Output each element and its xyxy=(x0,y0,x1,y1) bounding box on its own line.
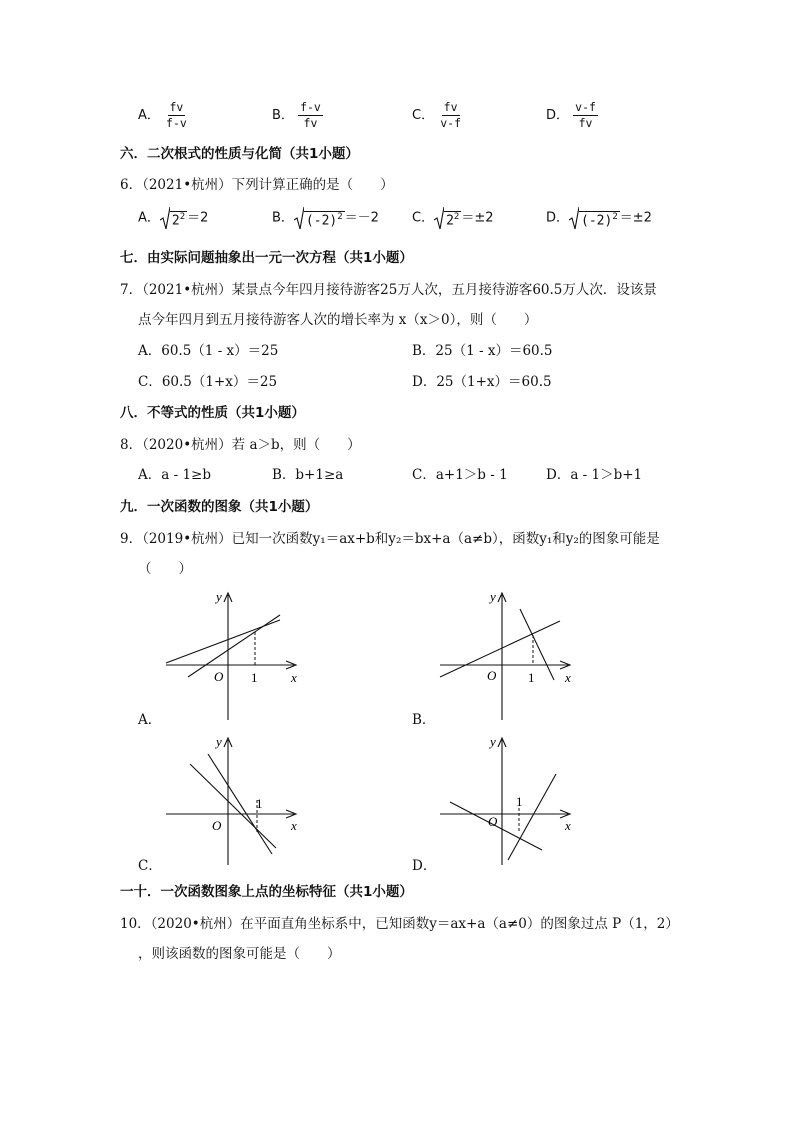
numerator: fv xyxy=(442,101,460,116)
q6-option-a[interactable] xyxy=(138,206,208,230)
radicand: (-2) xyxy=(305,213,338,229)
fraction xyxy=(438,101,463,130)
graph-a[interactable] xyxy=(160,585,310,725)
option-letter: A． xyxy=(138,108,160,124)
q7-option-b[interactable]: B．25（1 - x）＝60.5 xyxy=(412,343,553,359)
radicand: 2 xyxy=(446,213,454,229)
option-letter: D． xyxy=(546,210,570,226)
x-label: x xyxy=(291,670,297,685)
question-7-stem-line1: 7．（2021•杭州）某景点今年四月接待游客25万人次，五月接待游客60.5万人次．设该景 xyxy=(120,282,657,298)
line-y1 xyxy=(440,621,560,677)
radical xyxy=(434,206,461,230)
q8-option-a[interactable]: A．a - 1≥b xyxy=(138,467,211,483)
numerator: fv xyxy=(168,101,186,116)
fraction xyxy=(164,101,189,130)
section-10-heading: 一十．一次函数图象上点的坐标特征（共1小题） xyxy=(120,884,413,900)
y-label: y xyxy=(216,589,222,604)
result: ＝±2 xyxy=(619,210,652,226)
exponent: 2 xyxy=(453,211,460,222)
origin-label: O xyxy=(214,669,224,684)
result: ＝2 xyxy=(187,210,209,226)
question-8-stem: 8．（2020•杭州）若 a＞b，则（ ） xyxy=(120,437,361,453)
option-letter: C． xyxy=(412,210,435,226)
option-letter: A． xyxy=(138,210,160,226)
q5-option-a[interactable] xyxy=(138,101,189,130)
radical xyxy=(294,206,345,230)
graph-b[interactable] xyxy=(436,585,586,725)
origin-label: O xyxy=(488,814,498,829)
q5-option-d[interactable] xyxy=(546,101,598,130)
q8-option-d[interactable]: D．a - 1＞b+1 xyxy=(546,467,643,483)
result: ＝－2 xyxy=(344,210,379,226)
line-y2 xyxy=(520,609,554,680)
graph-c-label[interactable]: C． xyxy=(138,858,162,874)
graph-a-label[interactable]: A． xyxy=(138,712,162,728)
one-label: 1 xyxy=(251,670,258,685)
question-9-stem-line2: （ ） xyxy=(138,561,192,577)
origin-label: O xyxy=(212,818,222,833)
line-y2 xyxy=(188,615,280,677)
exponent: 2 xyxy=(612,211,618,222)
exponent: 2 xyxy=(179,211,186,222)
radicand: 2 xyxy=(171,213,180,229)
q5-option-b[interactable] xyxy=(272,101,323,130)
radical xyxy=(569,206,620,230)
denominator: v-f xyxy=(440,116,461,131)
section-6-heading: 六．二次根式的性质与化简（共1小题） xyxy=(120,146,359,162)
graph-c[interactable] xyxy=(160,730,310,870)
denominator: fv xyxy=(578,116,593,131)
question-7-stem-line2: 点今年四月到五月接待游客人次的增长率为 x（x＞0），则（ ） xyxy=(138,312,538,328)
q6-option-b[interactable] xyxy=(272,206,379,230)
fraction xyxy=(573,101,598,130)
line-y1 xyxy=(190,764,276,848)
denominator: fv xyxy=(303,116,318,131)
denominator: f-v xyxy=(166,116,187,131)
question-10-stem-line1: 10．（2020•杭州）在平面直角坐标系中，已知函数y＝ax+a（a≠0）的图象过点 P（1，2） xyxy=(120,916,679,932)
graph-d-label[interactable]: D． xyxy=(412,858,437,874)
numerator: v-f xyxy=(573,101,598,116)
numerator: f-v xyxy=(298,101,323,116)
q6-option-c[interactable] xyxy=(412,206,494,230)
y-label: y xyxy=(490,734,496,749)
q7-option-c[interactable]: C．60.5（1+x）＝25 xyxy=(138,374,278,390)
result: ＝±2 xyxy=(461,210,494,226)
option-letter: D． xyxy=(546,108,570,124)
one-label: 1 xyxy=(528,670,535,685)
q5-option-c[interactable] xyxy=(412,101,463,130)
q8-option-b[interactable]: B．b+1≥a xyxy=(272,467,344,483)
one-label: 1 xyxy=(256,796,263,811)
line-y2 xyxy=(508,774,556,860)
option-letter: B． xyxy=(272,210,294,226)
q6-option-d[interactable] xyxy=(546,206,652,230)
question-10-stem-line2: ，则该函数的图象可能是（ ） xyxy=(138,946,341,962)
q8-option-c[interactable]: C．a+1＞b - 1 xyxy=(412,467,508,483)
section-8-heading: 八．不等式的性质（共1小题） xyxy=(120,405,305,421)
option-letter: B． xyxy=(272,108,294,124)
section-9-heading: 九．一次函数的图象（共1小题） xyxy=(120,499,319,515)
question-9-stem-line1: 9．（2019•杭州）已知一次函数y₁＝ax+b和y₂＝bx+a（a≠b），函数y₁和y₂的图象可能是 xyxy=(120,531,660,547)
origin-label: O xyxy=(487,668,497,683)
q7-option-a[interactable]: A．60.5（1 - x）＝25 xyxy=(138,343,279,359)
y-label: y xyxy=(490,589,496,604)
option-letter: C． xyxy=(412,108,435,124)
x-label: x xyxy=(565,670,571,685)
one-label: 1 xyxy=(516,794,523,809)
section-7-heading: 七．由实际问题抽象出一元一次方程（共1小题） xyxy=(120,250,413,266)
graph-d[interactable] xyxy=(436,730,586,870)
radical xyxy=(160,206,187,230)
graph-b-label[interactable]: B． xyxy=(412,712,436,728)
fraction xyxy=(298,101,323,130)
q7-option-d[interactable]: D．25（1+x）＝60.5 xyxy=(412,374,552,390)
y-label: y xyxy=(216,734,222,749)
question-6-stem: 6．（2021•杭州）下列计算正确的是（ ） xyxy=(120,177,394,193)
x-label: x xyxy=(291,818,297,833)
x-label: x xyxy=(565,818,571,833)
radicand: (-2) xyxy=(581,213,613,229)
exponent: 2 xyxy=(337,211,343,222)
